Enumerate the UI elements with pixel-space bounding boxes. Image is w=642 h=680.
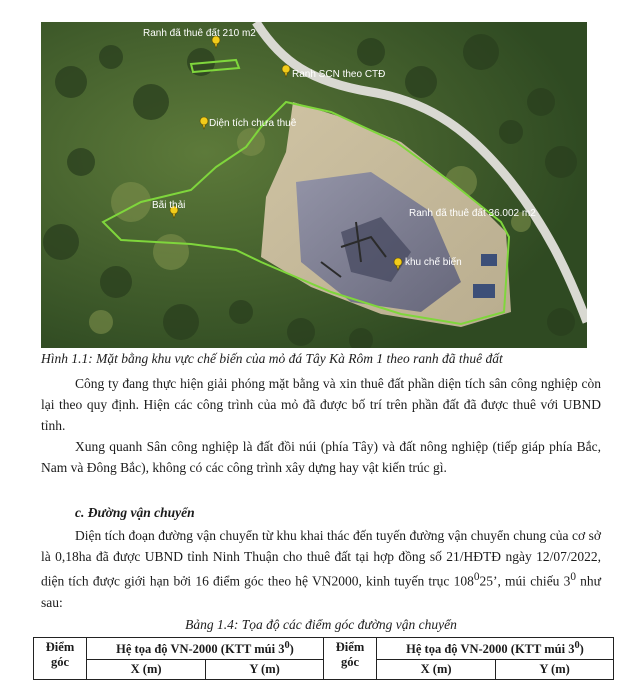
label-khu-che-bien: khu chế biến [405, 257, 462, 268]
label-dien-tich-chua-thue: Diện tích chưa thuê [209, 118, 297, 129]
header-y-right: Y (m) [496, 660, 614, 680]
paragraph-2: Xung quanh Sân công nghiệp là đất đồi núi (phía Tây) và đất nông nghiệp (tiếp giáp phía Bắc, Nam và Đông Bắc), không có các công trình xây dựng hay vật kiến trúc gì. [41, 439, 601, 475]
header-point-left: Điểm góc [34, 638, 87, 680]
label-bai-thai: Bãi thải [152, 200, 186, 211]
table-caption: Bảng 1.4: Tọa độ các điểm góc đường vận chuyển [185, 617, 457, 632]
label-ranh-scn: Ranh SCN theo CTĐ [292, 69, 386, 80]
header-x-left: X (m) [87, 660, 206, 680]
label-ranh-thue-dat-36: Ranh đã thuê đất 36.002 m2 [409, 208, 536, 219]
figure-caption: Hình 1.1: Mặt bằng khu vực chế biến của mỏ đá Tây Kà Rôm 1 theo ranh đã thuê đất [41, 351, 503, 366]
header-point-right: Điểm góc [324, 638, 377, 680]
header-system-left: Hệ tọa độ VN-2000 (KTT múi $3^0$) [87, 638, 324, 660]
header-x-right: X (m) [377, 660, 496, 680]
transport-paragraph: Diện tích đoạn đường vận chuyển từ khu khai thác đến tuyến đường vận chuyển chung của cơ sở là 0,18ha đã được UBND tỉnh Ninh Thuận cho thuê đất tại hợp đồng số 21/HĐTĐ ngày 12/07/2022, diện tích được giới hạn bởi 16 điểm góc theo hệ VN2000, kinh tuyến trục $108^025$’, múi chiếu $3^0$ như sau: [41, 528, 602, 610]
header-y-left: Y (m) [206, 660, 324, 680]
header-system-right: Hệ tọa độ VN-2000 (KTT múi $3^0$) [377, 638, 614, 660]
paragraph-1: Công ty đang thực hiện giải phóng mặt bằng và xin thuê đất phần diện tích sân công nghiệp còn lại theo quy định. Hiện các công trình của mỏ đã được bố trí trên phần đất đã được thuê với UBND tỉnh. [41, 376, 601, 433]
satellite-image [41, 22, 587, 348]
section-heading: c. Đường vận chuyển [75, 505, 195, 520]
label-ranh-thue-dat-210: Ranh đã thuê đất 210 m2 [143, 28, 256, 39]
site-plan-figure [41, 22, 587, 348]
